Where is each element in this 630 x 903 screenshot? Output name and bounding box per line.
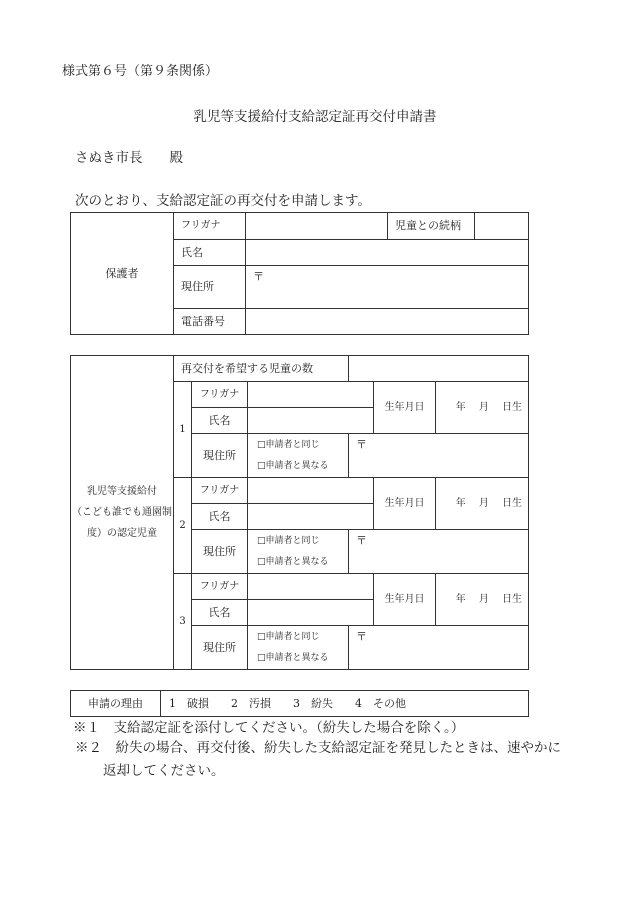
reason-label: 申請の理由 <box>71 691 161 717</box>
reason-table <box>70 690 529 717</box>
child-2-address-different-checkbox: □申請者と異なる <box>257 556 329 567</box>
child-1-address-different-checkbox: □申請者と異なる <box>257 460 329 471</box>
child-count-field <box>349 356 529 382</box>
child-3-address-label: 現住所 <box>192 626 248 670</box>
child-1-name-label: 氏名 <box>192 408 248 434</box>
child-3-name-label: 氏名 <box>192 600 248 626</box>
child-3-birthdate-label: 生年月日 <box>374 574 436 626</box>
guardian-phone-label: 電話番号 <box>174 309 246 335</box>
note-2: ※２ 紛失の場合、再交付後、紛失した支給認定証を発見したときは、速やかに <box>75 740 561 756</box>
children-section-cell <box>71 356 174 670</box>
form-number: 様式第６号（第９条関係） <box>62 64 219 79</box>
child-1-name-field <box>248 408 374 434</box>
child-3-address-same-checkbox: □申請者と同じ <box>257 631 320 642</box>
child-2-birthdate-label: 生年月日 <box>374 478 436 530</box>
guardian-section-cell <box>71 213 174 335</box>
child-1-address-field <box>349 434 529 478</box>
child-3-birthdate-field: 年 月 日生 <box>436 574 529 626</box>
child-2-address-label: 現住所 <box>192 530 248 574</box>
child-3-number: 3 <box>174 574 192 670</box>
note-2-continuation: 返却してください。 <box>103 763 225 779</box>
guardian-section-label: 保護者 <box>105 266 139 280</box>
child-2-number: 2 <box>174 478 192 574</box>
child-2-address-options <box>248 530 349 574</box>
reason-options: 1 破損 2 汚損 3 紛失 4 その他 <box>161 691 529 717</box>
note-1: ※１ 支給認定証を添付してください。（紛失した場合を除く。） <box>73 720 465 736</box>
child-2-address-field <box>349 530 529 574</box>
guardian-phone-field <box>246 309 529 335</box>
child-3-address-field <box>349 626 529 670</box>
child-3-address-options <box>248 626 349 670</box>
guardian-name-field <box>246 240 529 266</box>
children-table <box>70 355 529 670</box>
guardian-furigana-label: フリガナ <box>174 213 246 240</box>
guardian-name-label: 氏名 <box>174 240 246 266</box>
child-2-name-label: 氏名 <box>192 504 248 530</box>
child-1-furigana-label: フリガナ <box>192 382 248 408</box>
child-3-furigana-label: フリガナ <box>192 574 248 600</box>
intro-text: 次のとおり、支給認定証の再交付を申請します。 <box>75 193 371 209</box>
child-3-furigana-field <box>248 574 374 600</box>
child-1-address-options <box>248 434 349 478</box>
child-2-furigana-field <box>248 478 374 504</box>
child-3-name-field <box>248 600 374 626</box>
child-2-name-field <box>248 504 374 530</box>
postal-mark-icon: 〒 <box>356 534 368 547</box>
child-1-birthdate-label: 生年月日 <box>374 382 436 434</box>
child-2-birthdate-field: 年 月 日生 <box>436 478 529 530</box>
guardian-relationship-label: 児童との続柄 <box>388 213 475 240</box>
child-1-number: 1 <box>174 382 192 478</box>
child-1-furigana-field <box>248 382 374 408</box>
child-3-address-different-checkbox: □申請者と異なる <box>257 652 329 663</box>
guardian-table <box>70 212 529 335</box>
children-section-label-line-1: 乳児等支援給付 <box>87 486 157 497</box>
child-2-address-same-checkbox: □申請者と同じ <box>257 535 320 546</box>
guardian-furigana-field <box>246 213 388 240</box>
document-title: 乳児等支援給付支給認定証再交付申請書 <box>193 109 437 125</box>
child-2-furigana-label: フリガナ <box>192 478 248 504</box>
child-1-address-label: 現住所 <box>192 434 248 478</box>
postal-mark-icon: 〒 <box>356 630 368 643</box>
child-count-label: 再交付を希望する児童の数 <box>174 356 349 382</box>
addressee: さぬき市長 殿 <box>75 150 183 166</box>
children-section-label-line-2: （こども誰でも通園制 <box>72 507 172 518</box>
child-1-address-same-checkbox: □申請者と同じ <box>257 439 320 450</box>
guardian-address-label: 現住所 <box>174 266 246 309</box>
postal-mark-icon: 〒 <box>253 270 264 283</box>
guardian-relationship-field <box>475 213 529 240</box>
guardian-address-field <box>246 266 529 309</box>
children-section-label-line-3: 度）の認定児童 <box>87 528 157 539</box>
child-1-birthdate-field: 年 月 日生 <box>436 382 529 434</box>
postal-mark-icon: 〒 <box>356 438 368 451</box>
